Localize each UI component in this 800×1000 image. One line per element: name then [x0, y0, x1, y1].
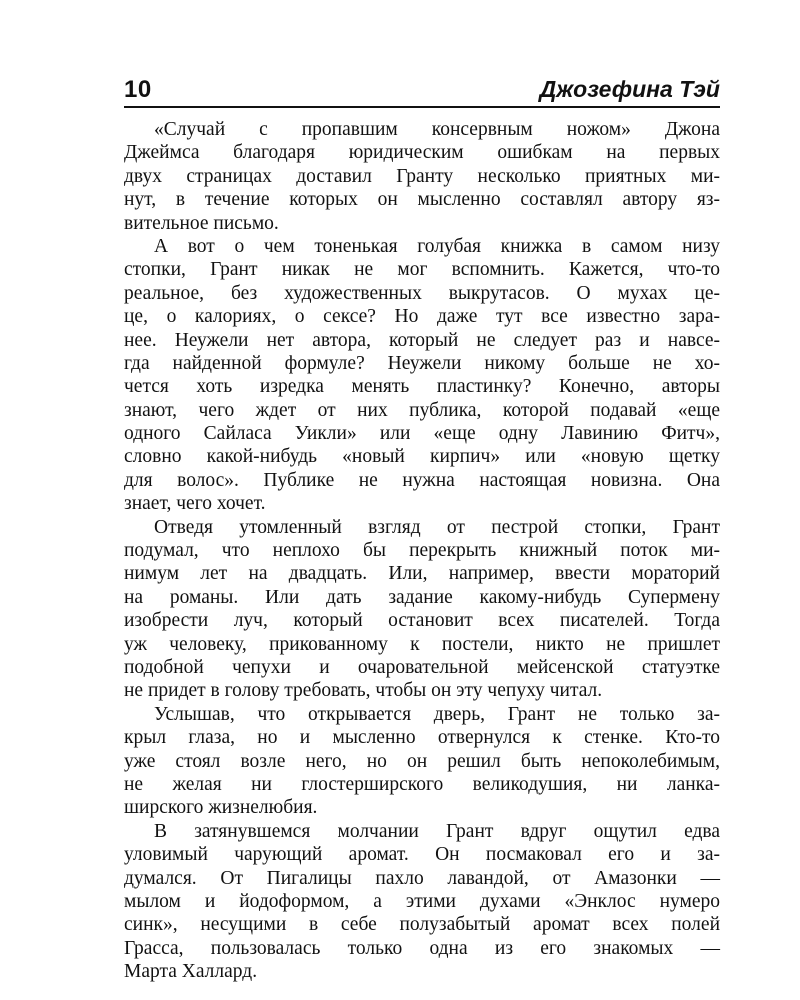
text-line: уж человеку, прикованному к постели, никто не пришлет — [124, 633, 720, 655]
text-line: Отведя утомленный взгляд от пестрой стопки, Грант — [154, 516, 720, 538]
body-text — [124, 118, 720, 983]
text-line: мылом и йодоформом, а этими духами «Энклос нумеро — [124, 890, 720, 912]
text-line: подумал, что неплохо бы перекрыть книжный поток ми- — [124, 540, 720, 562]
text-line: одного Сайласа Уикли» или «еще одну Лавинию Фитч», — [124, 423, 720, 445]
text-line: Услышав, что открывается дверь, Грант не только за- — [154, 703, 720, 725]
text-line: для волос». Публике не нужна настоящая новизна. Она — [124, 469, 720, 491]
text-line: не придет в голову требовать, чтобы он эту чепуху читал. — [124, 680, 603, 702]
text-line: крыл глаза, но и мысленно отвернулся к стенке. Кто-то — [124, 727, 720, 749]
text-line: нут, в течение которых он мысленно составлял автору яз- — [124, 189, 720, 211]
text-line: знают, чего ждет от них публика, которой подавай «еще — [124, 399, 720, 421]
text-line: А вот о чем тоненькая голубая книжка в самом низу — [154, 235, 720, 257]
text-line: изобрести луч, который остановит всех писателей. Тогда — [124, 610, 720, 632]
text-line: думался. От Пигалицы пахло лавандой, от Амазонки — — [124, 867, 720, 889]
text-line: уже стоял возле него, но он решил быть непоколебимым, — [124, 750, 720, 772]
text-line: «Случай с пропавшим консервным ножом» Джона — [154, 119, 720, 140]
page-header — [124, 70, 720, 106]
text-line: Марта Халлард. — [124, 961, 258, 983]
text-line: на романы. Или дать задание какому-нибудь Супермену — [124, 586, 720, 608]
text-line: нимум лет на двадцать. Или, например, ввести мораторий — [124, 563, 720, 585]
text-line: реальное, без художественных выкрутасов. О мухах це- — [124, 282, 720, 304]
text-line: чется хоть изредка менять пластинку? Конечно, авторы — [124, 376, 720, 398]
text-line: Грасса, пользовалась только одна из его знакомых — — [124, 937, 720, 959]
text-line: не желая ни глостерширского великодушия, ни ланка- — [124, 773, 720, 795]
page-number: 10 — [124, 76, 152, 103]
text-line: ширского жизнелюбия. — [124, 797, 318, 819]
header-rule — [124, 106, 720, 108]
text-line: подобной чепухи и очаровательной мейсенской статуэтке — [124, 656, 720, 678]
text-line: Джеймса благодаря юридическим ошибкам на первых — [124, 142, 720, 164]
text-line: двух страницах доставил Гранту несколько приятных ми- — [124, 165, 720, 187]
text-line: нее. Неужели нет автора, который не следует раз и навсе- — [124, 329, 720, 351]
text-line: уловимый чарующий аромат. Он посмаковал его и за- — [124, 844, 720, 866]
text-line: це, о калориях, о сексе? Но даже тут все известно зара- — [124, 306, 720, 328]
text-line: вительное письмо. — [124, 212, 279, 234]
running-head-author: Джозефина Тэй — [539, 76, 720, 102]
text-line: синк», несущими в себе полузабытый аромат всех полей — [124, 914, 720, 936]
text-line: знает, чего хочет. — [124, 493, 266, 515]
text-line: гда найденной формуле? Неужели никому больше не хо- — [124, 352, 720, 374]
text-line: словно какой-нибудь «новый кирпич» или «новую щетку — [124, 446, 720, 468]
text-line: стопки, Грант никак не мог вспомнить. Кажется, что-то — [124, 259, 720, 281]
text-line: В затянувшемся молчании Грант вдруг ощутил едва — [154, 820, 720, 842]
